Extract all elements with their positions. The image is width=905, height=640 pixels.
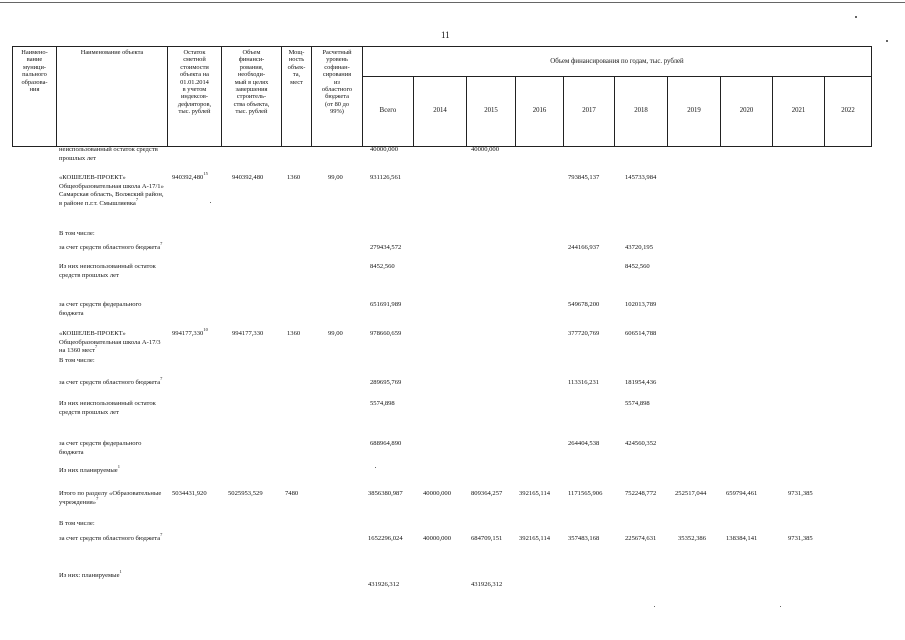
scan-speck [886,40,888,42]
footnote-mark: 10 [203,327,208,332]
row-text: за счет средств федерального бюджета [59,440,142,456]
row-capacity: 1360 [287,174,301,181]
row-2021: 9731,385 [788,490,813,497]
row-remaining: 994177,330$^{10}$ [172,327,208,337]
header-year-2021: 2021 [791,107,806,114]
row-2016: 392165,114 [519,535,551,542]
row-total: 1652296,024 [368,535,403,542]
header-remaining: Остаток сметной стоимости объекта на 01.01.2014 в учетом индексов- дефляторов, тыс. рублей [177,49,212,116]
scan-speck [654,606,655,607]
header-mid-line [362,76,872,77]
row-level: 99,00 [328,330,343,337]
footnote-mark: 7 [160,241,163,246]
row-total: 431926,312 [368,581,400,588]
row-text: В том числе: [59,520,95,527]
scan-speck [375,467,376,468]
row-total: 279434,572 [370,244,402,251]
row-text: В том числе: [59,357,95,364]
header-level: Расчетный уровень софинан- сирования из областного бюджета (от 80 до 99%) [321,49,353,116]
header-year-total: Всего [379,107,397,114]
row-total: 40000,000 [370,146,399,153]
header-year-2018: 2018 [634,107,648,114]
row-2018: 43720,195 [625,244,654,251]
row-volume: 940392,480 [232,174,264,181]
top-rule [0,2,905,3]
row-total: 8452,560 [370,263,395,270]
row-2018: 8452,560 [625,263,650,270]
row-total: 688964,890 [370,440,402,447]
row-total: 289695,769 [370,379,402,386]
row-2014: 40000,000 [423,490,452,497]
header-year-2022: 2022 [841,107,855,114]
row-text: неиспользованный остаток средств прошлых лет [59,146,158,162]
header-year-2017: 2017 [582,107,596,114]
header-year-2020: 2020 [739,107,754,114]
row-2020: 659794,461 [726,490,758,497]
scan-speck [780,606,781,607]
row-volume: 5025953,529 [228,490,263,497]
row-2019: 252517,044 [675,490,707,497]
row-2018: 752248,772 [625,490,657,497]
row-remaining: 940392,480$^{15}$ [172,171,208,181]
header-object: Наименование объекта [80,49,144,56]
footnote-mark: 7 [160,532,163,537]
row-text: за счет средств федерального бюджета [59,301,142,317]
row-2014: 40000,000 [423,535,452,542]
scan-speck [855,16,857,18]
row-volume: 994177,330 [232,330,264,337]
row-level: 99,00 [328,174,343,181]
row-2018: 5574,898 [625,400,650,407]
row-total: 5574,898 [370,400,395,407]
footnote-mark: 7 [135,196,139,202]
row-2015: 684709,151 [471,535,503,542]
footnote-mark: 7 [95,344,98,350]
row-2017: 549678,200 [568,301,600,308]
row-text: Из них планируемые$^1$ [59,464,120,474]
footnote-mark: 7 [160,376,163,381]
row-total: 931126,561 [370,174,402,181]
row-text: «КОШЕЛЕВ-ПРОЕКТ» Общеобразовательная школа А-17/1» Самарская область, Волжский район, в районе п.г.т. Смышляевка$^7$ [59,174,164,207]
row-2019: 35352,386 [678,535,707,542]
row-text: Из них неиспользованный остаток средств прошлых лет [59,400,156,416]
header-year-2015: 2015 [484,107,498,114]
row-2018: 606514,788 [625,330,657,337]
row-total: 651691,989 [370,301,402,308]
header-capacity: Мощ- ность объек- та, мест [287,49,306,86]
row-2018: 102013,789 [625,301,657,308]
footnote-mark: 7 [96,495,99,501]
row-2017: 244166,937 [568,244,600,251]
row-total: 978660,659 [370,330,402,337]
header-year-2016: 2016 [532,107,547,114]
header-volume: Объем финанси- рования, необходи- мый в целях завершения строитель- ства объекта, тыс. рублей [233,49,270,116]
page-number: 11 [441,30,450,40]
row-2017: 264404,538 [568,440,600,447]
row-2021: 9731,385 [788,535,813,542]
row-2015: 809364,257 [471,490,503,497]
row-2018: 225674,631 [625,535,657,542]
row-text: Итого по разделу «Образовательные учреждения»$^7$ [59,490,162,506]
row-text: Из них неиспользованный остаток средств прошлых лет [59,263,156,279]
col-line [56,46,57,147]
row-text: «КОШЕЛЕВ-ПРОЕКТ» Общеобразовательная школа А-17/3 на 1360 мест$^7$ [59,330,161,355]
row-2018: 424560,352 [625,440,657,447]
row-2017: 793845,137 [568,174,600,181]
row-capacity: 1360 [287,330,301,337]
row-text: за счет средств областного бюджета$^7$ [59,376,163,386]
row-text: В том числе: [59,230,95,237]
row-2018: 181954,436 [625,379,657,386]
footnote-mark: 1 [117,464,120,469]
row-2015: 431926,312 [471,581,503,588]
row-text: за счет средств областного бюджета$^7$ [59,241,163,251]
row-2015: 40000,000 [471,146,500,153]
footnote-mark: 15 [203,171,208,176]
row-2018: 145733,984 [625,174,657,181]
row-2020: 138384,141 [726,535,758,542]
row-remaining: 5034431,920 [172,490,207,497]
header-municipality: Наимено- вание муници- пального образова- ния [21,49,48,94]
col-line [871,46,872,147]
row-text: за счет средств областного бюджета$^7$ [59,532,163,542]
row-total: 3856380,987 [368,490,403,497]
scan-speck [210,202,211,203]
row-2017: 377720,769 [568,330,600,337]
header-financing: Объем финансирования по годам, тыс. рублей [550,58,684,65]
row-2016: 392165,114 [519,490,551,497]
row-2017: 113316,231 [568,379,600,386]
row-2017: 1171565,906 [568,490,603,497]
footnote-mark: 1 [119,569,122,574]
header-year-2014: 2014 [433,107,447,114]
row-2017: 357483,168 [568,535,600,542]
row-text: Из них: планируемые$^1$ [59,569,122,579]
row-capacity: 7480 [285,490,299,497]
header-top-line [12,46,872,47]
header-year-2019: 2019 [687,107,701,114]
